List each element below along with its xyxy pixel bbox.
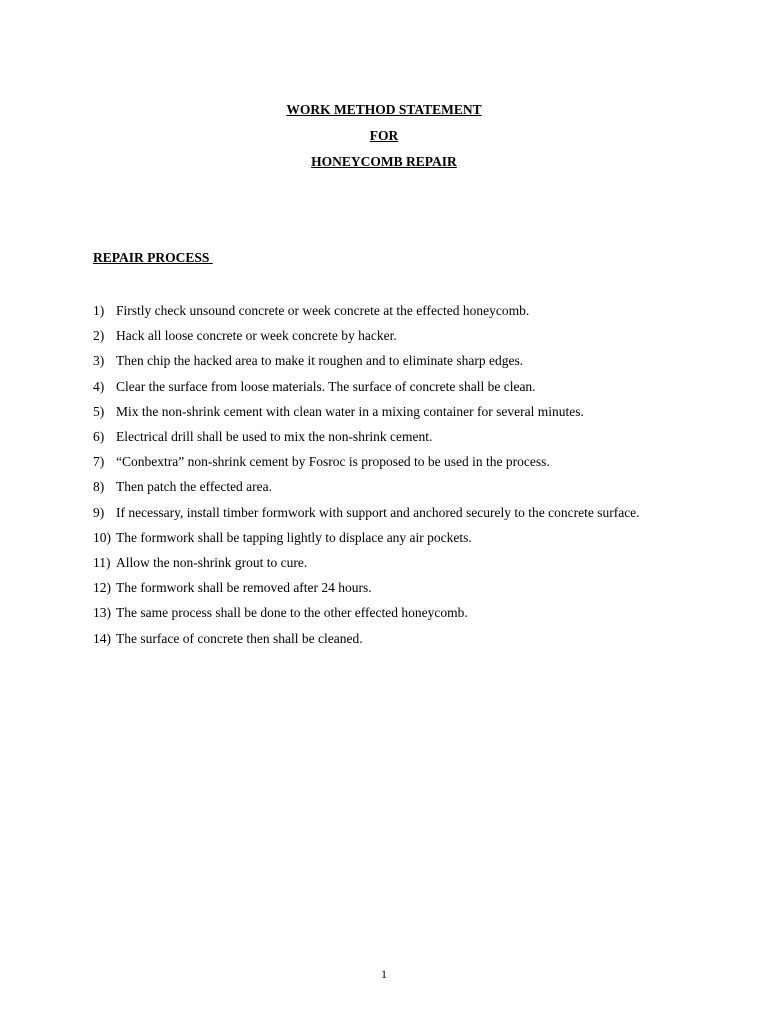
section-heading: REPAIR PROCESS — [93, 250, 213, 265]
step-number: 1) — [93, 303, 105, 318]
list-item — [93, 323, 675, 348]
list-item — [93, 348, 675, 373]
list-item — [93, 575, 675, 600]
step-text: Mix the non-shrink cement with clean water in a mixing container for several minutes. — [116, 403, 584, 419]
step-number: 3) — [93, 353, 105, 369]
step-number: 6) — [93, 429, 105, 445]
step-text: If necessary, install timber formwork with support and anchored securely to the concrete surface. — [116, 504, 640, 520]
step-number: 14) — [93, 630, 111, 646]
step-number: 13) — [93, 605, 111, 621]
step-number: 5) — [93, 403, 105, 419]
step-number: 10) — [93, 529, 111, 545]
step-text: Clear the surface from loose materials. The surface of concrete shall be clean. — [116, 378, 536, 394]
page-number: 1 — [381, 967, 387, 981]
list-item — [93, 374, 675, 399]
list-item — [93, 550, 675, 575]
document-title — [0, 97, 768, 175]
repair-steps-list — [93, 298, 675, 651]
step-number: 8) — [93, 479, 105, 495]
step-text: Hack all loose concrete or week concrete by hacker. — [116, 328, 397, 344]
list-item — [93, 500, 675, 525]
list-item — [93, 525, 675, 550]
step-number: 12) — [93, 580, 111, 596]
step-number: 9) — [93, 504, 105, 520]
list-item — [93, 449, 675, 474]
title-line-1: WORK METHOD STATEMENT — [286, 102, 482, 117]
step-number: 4) — [93, 378, 105, 394]
step-text: Allow the non-shrink grout to cure. — [116, 555, 308, 571]
step-text: Then chip the hacked area to make it roughen and to eliminate sharp edges. — [116, 353, 524, 369]
title-line-3: HONEYCOMB REPAIR — [311, 154, 457, 169]
step-text: Then patch the effected area. — [116, 479, 273, 495]
list-item — [93, 626, 675, 651]
step-text: Firstly check unsound concrete or week concrete at the effected honeycomb. — [116, 303, 530, 318]
list-item — [93, 600, 675, 625]
step-text: The formwork shall be tapping lightly to displace any air pockets. — [116, 529, 472, 545]
step-text: The same process shall be done to the other effected honeycomb. — [116, 605, 468, 621]
list-item — [93, 424, 675, 449]
title-line-2: FOR — [369, 128, 399, 143]
step-text: Electrical drill shall be used to mix the non-shrink cement. — [116, 429, 433, 445]
list-item — [93, 399, 675, 424]
step-number: 2) — [93, 328, 105, 344]
step-text: The surface of concrete then shall be cleaned. — [116, 630, 363, 646]
step-text: The formwork shall be removed after 24 hours. — [116, 580, 372, 596]
step-number: 11) — [93, 555, 111, 571]
step-number: 7) — [93, 454, 105, 470]
list-item — [93, 298, 675, 323]
step-text: “Conbextra” non-shrink cement by Fosroc is proposed to be used in the process. — [116, 454, 550, 470]
list-item — [93, 474, 675, 499]
